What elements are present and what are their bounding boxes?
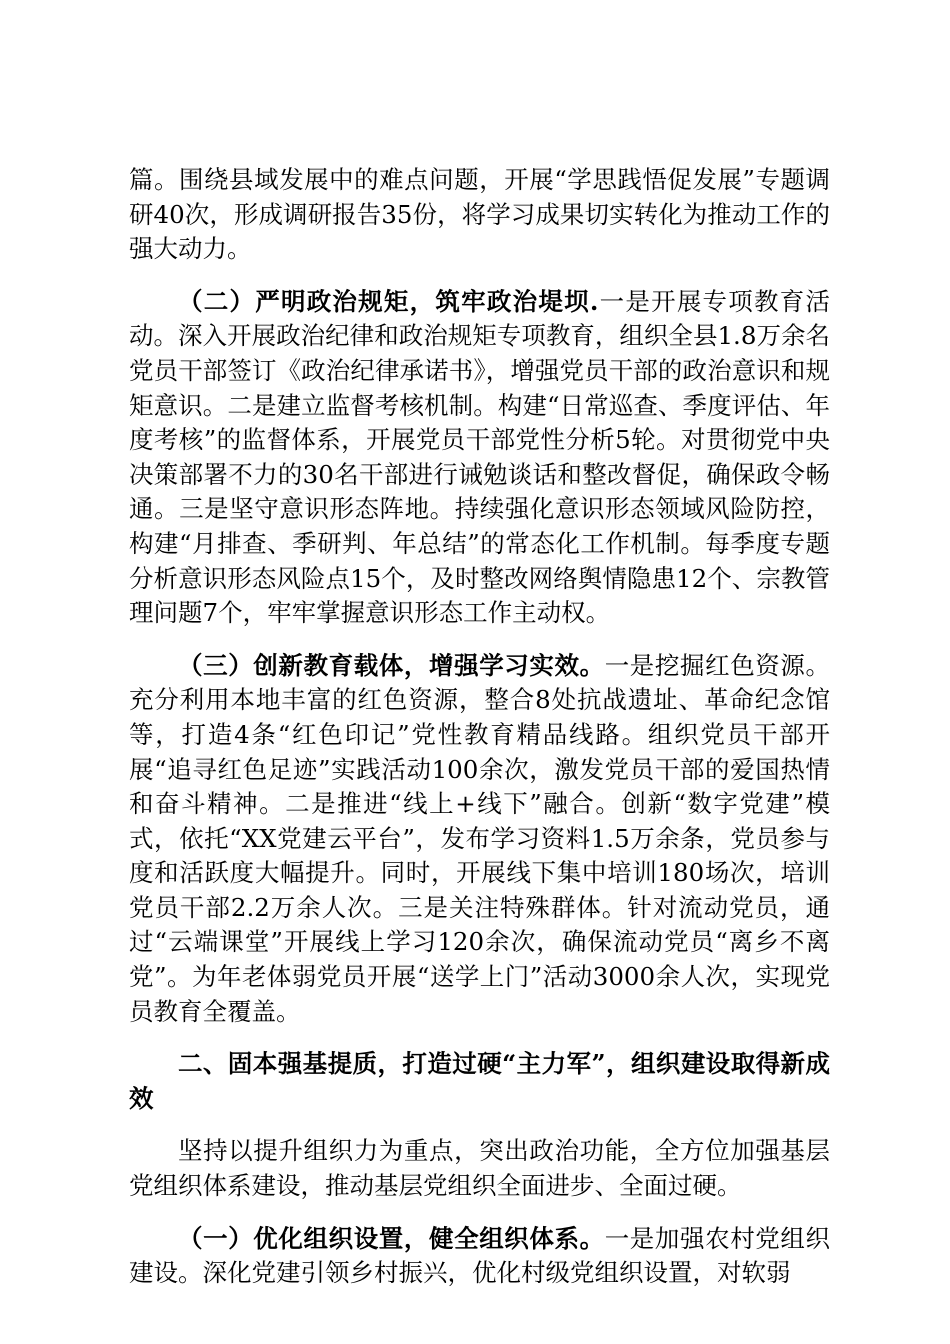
paragraph-text: 一是加强农村党组织建设。深化党建引领乡村振兴，优化村级党组织设置，对软弱 (129, 1223, 831, 1288)
paragraph-text: 一是挖掘红色资源。充分利用本地丰富的红色资源，整合8处抗战遗址、革命纪念馆等，打造4条“红色印记”党性教育精品线路。组织党员干部开展“追寻红色足迹”实践活动100余次，激发党员干部的爱国热情和奋斗精神。二是推进“线上+线下”融合。创新“数字党建”模式，依托“XX党建云平台”，发布学习资料1.5万余条，党员参与度和活跃度大幅提升。同时，开展线下集中培训180场次，培训党员干部2.2万余人次。三是关注特殊群体。针对流动党员，通过“云端课堂”开展线上学习120余次，确保流动党员“离乡不离党”。为年老体弱党员开展“送学上门”活动3000余人次，实现党员教育全覆盖。 (129, 650, 831, 1026)
paragraph-text: 篇。围绕县域发展中的难点问题，开展“学思践悟促发展”专题调研40次，形成调研报告35份，将学习成果切实转化为推动工作的强大动力。 (129, 165, 830, 264)
section-heading: （一）优化组织设置，健全组织体系。 (178, 1223, 605, 1253)
paragraph-section-3 (129, 649, 830, 1030)
chapter-heading-text: 二、固本强基提质，打造过硬“主力军”，组织建设取得新成效 (129, 1049, 830, 1113)
document-body (129, 163, 830, 1309)
paragraph-continuation (129, 163, 830, 267)
paragraph-text: 坚持以提升组织力为重点，突出政治功能，全方位加强基层党组织体系建设，推动基层党组织全面进步、全面过硬。 (129, 1136, 830, 1201)
paragraph-intro (129, 1134, 830, 1203)
chapter-heading (129, 1047, 830, 1116)
section-heading: （三）创新教育载体，增强学习实效。 (178, 650, 605, 680)
paragraph-section-2 (129, 285, 830, 631)
paragraph-text: 一是开展专项教育活动。深入开展政治纪律和政治规矩专项教育，组织全县1.8万余名党员干部签订《政治纪律承诺书》，增强党员干部的政治意识和规矩意识。二是建立监督考核机制。构建“日常巡查、季度评估、年度考核”的监督体系，开展党员干部党性分析5轮。对贯彻党中央决策部署不力的30名干部进行诫勉谈话和整改督促，确保政令畅通。三是坚守意识形态阵地。持续强化意识形态领域风险防控，构建“月排查、季研判、年总结”的常态化工作机制。每季度专题分析意识形态风险点15个，及时整改网络舆情隐患12个、宗教管理问题7个，牢牢掌握意识形态工作主动权。 (129, 286, 831, 628)
section-heading: （二）严明政治规矩，筑牢政治堤坝. (178, 286, 599, 316)
paragraph-subsection-1 (129, 1222, 830, 1291)
